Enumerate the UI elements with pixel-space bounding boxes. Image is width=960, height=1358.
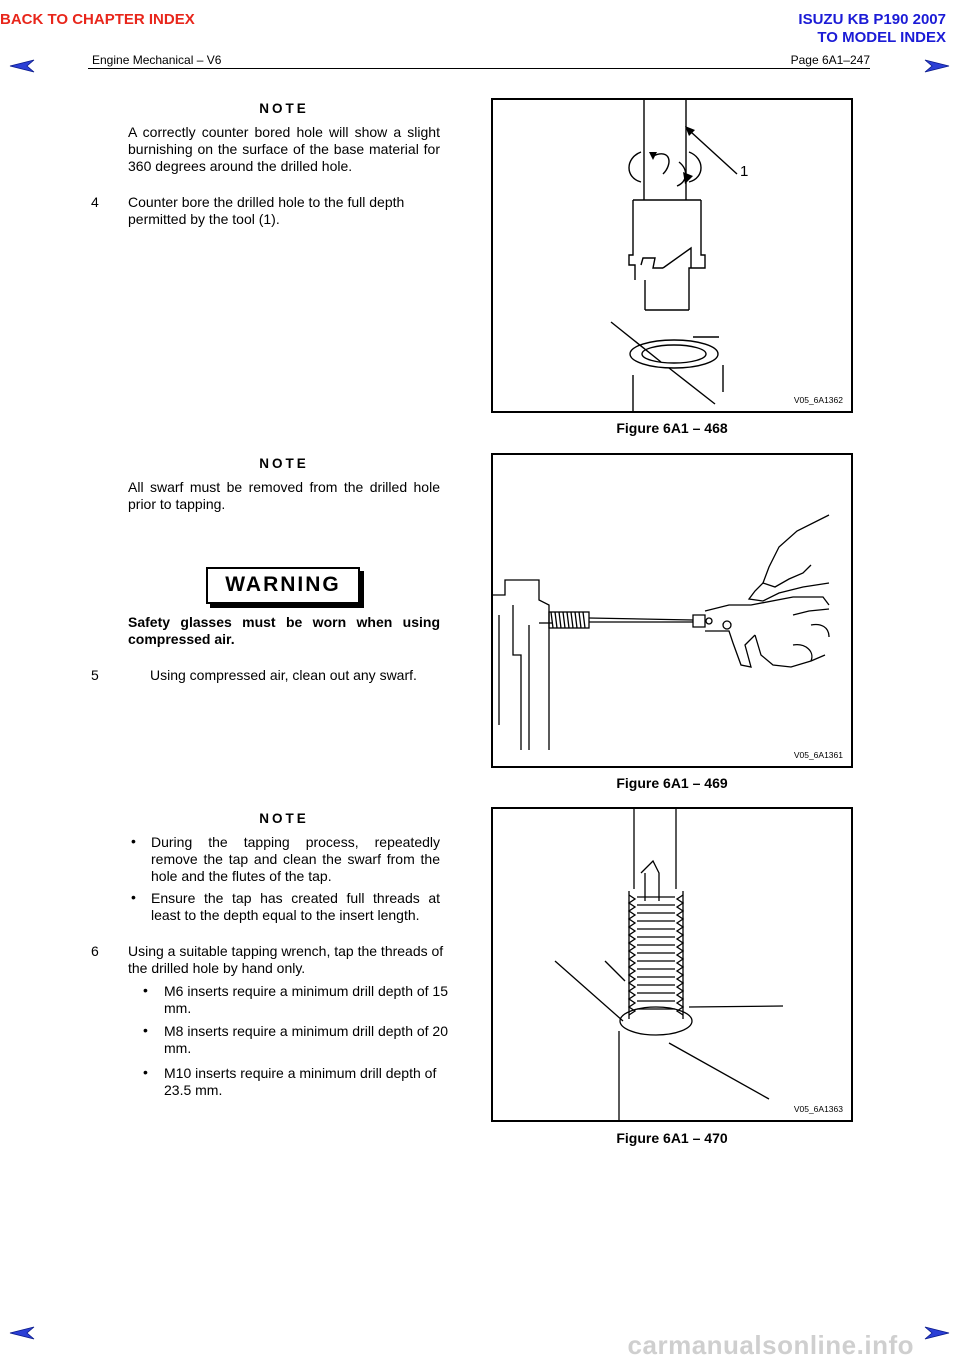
figure-469 (491, 453, 853, 768)
header-rule (88, 68, 870, 69)
to-model-index-link[interactable]: TO MODEL INDEX (817, 29, 946, 46)
next-page-arrow-bottom-icon[interactable] (924, 1326, 950, 1340)
step-number-5: 5 (91, 667, 99, 683)
note-bullet-1: During the tapping process, repeatedly remove the tap and clean the swarf from the hole and the flutes of the tap. (151, 834, 440, 884)
figure-code-468: V05_6A1362 (793, 395, 843, 405)
page-number: Page 6A1–247 (790, 53, 870, 67)
prev-page-arrow-bottom-icon[interactable] (9, 1326, 35, 1340)
step-number-4: 4 (91, 194, 99, 210)
step-number-6: 6 (91, 943, 99, 959)
figure-code-470: V05_6A1363 (793, 1104, 843, 1114)
next-page-arrow-icon[interactable] (924, 59, 950, 73)
section-title: Engine Mechanical – V6 (92, 53, 222, 67)
note-title-1: NOTE (259, 101, 309, 116)
figure-468 (491, 98, 853, 413)
note-title-2: NOTE (259, 456, 309, 471)
figure-caption-470: Figure 6A1 – 470 (616, 1130, 728, 1146)
sub-bullet-1: M6 inserts require a minimum drill depth of 15 mm. (164, 983, 449, 1016)
air-gun-illustration (493, 455, 851, 766)
tapping-tool-illustration (493, 809, 851, 1120)
step-text-4: Counter bore the drilled hole to the full depth permitted by the tool (1). (128, 194, 405, 227)
figure-470 (491, 807, 853, 1122)
sub-bullet-dot-3: • (143, 1064, 148, 1080)
figure-caption-468: Figure 6A1 – 468 (616, 420, 728, 436)
note-title-3: NOTE (259, 811, 309, 826)
figure-code-469: V05_6A1361 (793, 750, 843, 760)
warning-label: WARNING (225, 573, 341, 596)
step-text-6: Using a suitable tapping wrench, tap the threads of the drilled hole by hand only. (128, 943, 444, 976)
sub-bullet-dot-2: • (143, 1022, 148, 1038)
footer-watermark: carmanualsonline.info (627, 1330, 914, 1358)
prev-page-arrow-icon[interactable] (9, 59, 35, 73)
warning-text: Safety glasses must be worn when using compressed air. (128, 614, 440, 647)
note-bullet-dot-1: • (131, 833, 136, 849)
sub-bullet-2: M8 inserts require a minimum drill depth of 20 mm. (164, 1023, 449, 1056)
sub-bullet-3: M10 inserts require a minimum drill depth of 23.5 mm. (164, 1065, 437, 1098)
note-text-2: All swarf must be removed from the drilled hole prior to tapping. (128, 479, 440, 512)
counter-bore-tool-illustration (493, 100, 851, 411)
warning-badge (206, 567, 364, 608)
note-bullet-2: Ensure the tap has created full threads at least to the depth equal to the insert length. (151, 890, 440, 923)
note-bullet-dot-2: • (131, 889, 136, 905)
rotation-arrow-head-icon (683, 172, 693, 184)
step-text-5: Using compressed air, clean out any swarf. (150, 667, 417, 683)
sub-bullet-dot-1: • (143, 982, 148, 998)
model-title-link[interactable]: ISUZU KB P190 2007 (798, 11, 946, 28)
figure-callout-1: 1 (740, 163, 749, 180)
back-to-chapter-index-link[interactable]: BACK TO CHAPTER INDEX (0, 11, 195, 28)
note-text-1: A correctly counter bored hole will show a slight burnishing on the surface of the base material for 360 degrees around the drilled hole. (128, 124, 440, 174)
figure-caption-469: Figure 6A1 – 469 (616, 775, 728, 791)
rotation-arrow-head-left-icon (649, 152, 657, 160)
